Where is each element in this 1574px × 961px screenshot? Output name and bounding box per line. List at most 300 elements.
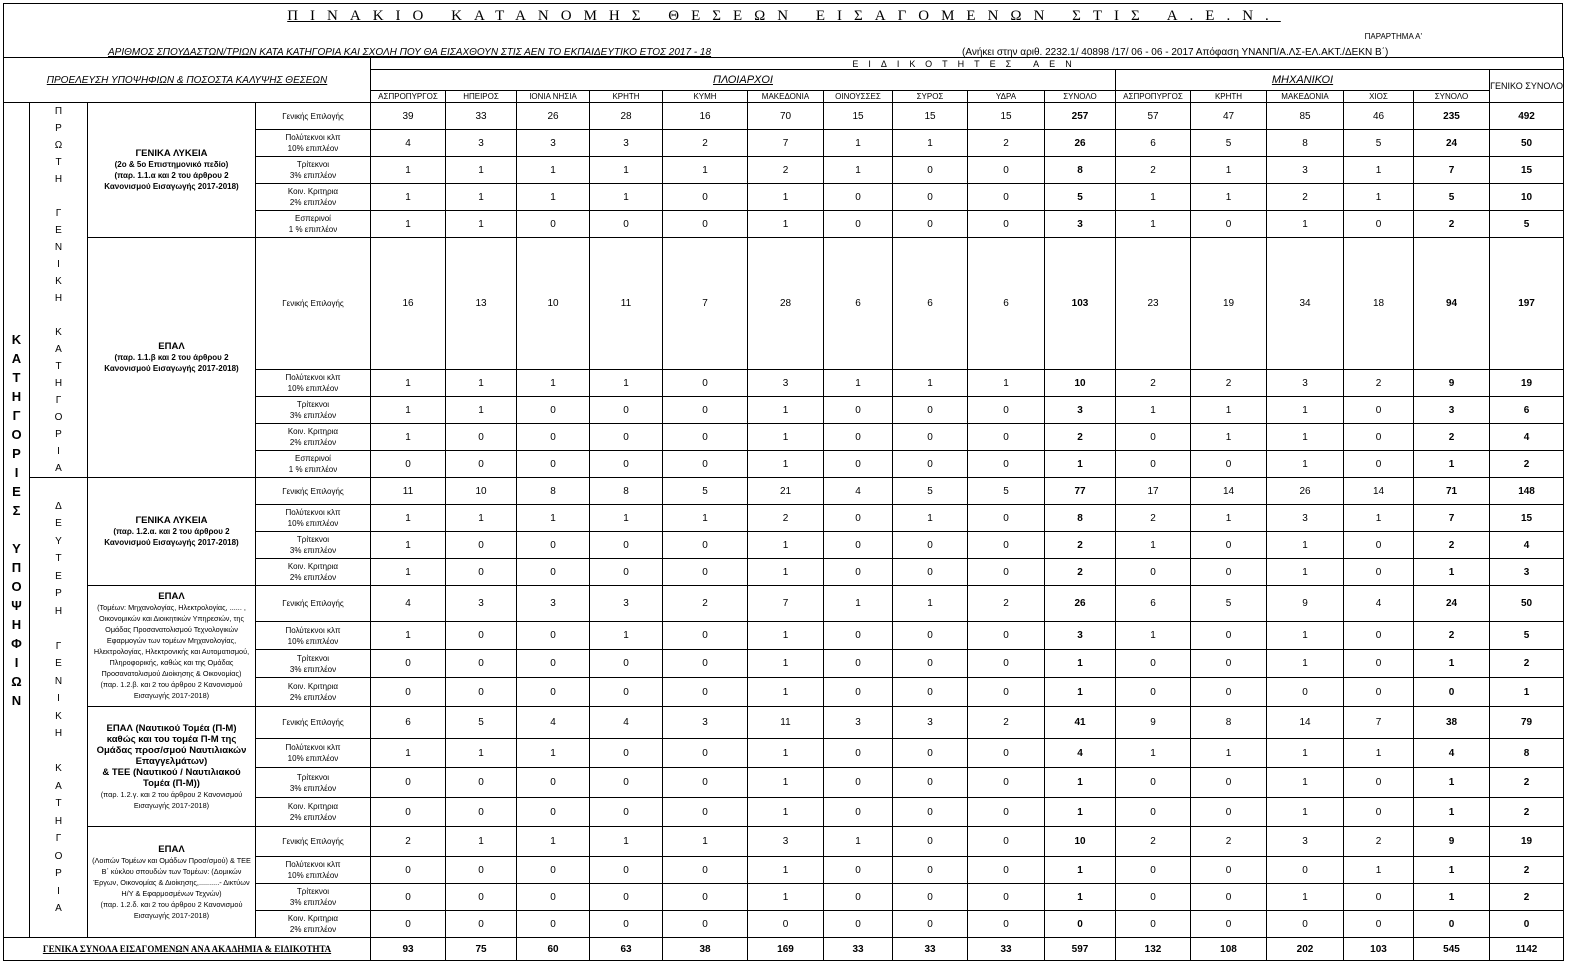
value-cell: 1 — [748, 768, 824, 798]
value-cell: 0 — [1191, 798, 1267, 827]
value-cell: 1 — [590, 184, 663, 211]
quota-label: Τρίτεκνοι 3% επιπλέον — [256, 768, 371, 798]
value-cell: 148 — [1490, 478, 1564, 505]
value-cell: 1 — [1191, 739, 1267, 768]
value-cell: 1 — [1344, 739, 1414, 768]
value-cell: 0 — [590, 884, 663, 911]
quota-label: Κοιν. Κριτηρια 2% επιπλέον — [256, 678, 371, 707]
value-cell: 1 — [748, 678, 824, 707]
value-cell: 19 — [1490, 827, 1564, 857]
value-cell: 1 — [1344, 157, 1414, 184]
specialties-header: ΕΙΔΙΚΟΤΗΤΕΣ ΑΕΝ — [371, 58, 1564, 70]
value-cell: 0 — [663, 798, 748, 827]
value-cell: 1 — [748, 424, 824, 451]
value-cell: 0 — [517, 211, 590, 238]
value-cell: 0 — [1344, 678, 1414, 707]
value-cell: 1 — [590, 622, 663, 650]
value-cell: 1 — [748, 857, 824, 884]
value-cell: 0 — [824, 397, 893, 424]
value-cell: 4 — [371, 586, 446, 622]
quota-label: Γενικής Επιλογής — [256, 103, 371, 130]
value-cell: 2 — [1490, 768, 1564, 798]
total-value-cell: 38 — [663, 938, 748, 961]
second-category-label: Δ Ε Υ Τ Ε Ρ Η Γ Ε Ν Ι Κ Η Κ Α Τ Η Γ Ο Ρ Ι Α — [30, 478, 88, 938]
value-cell: 0 — [663, 768, 748, 798]
document-header — [3, 3, 1563, 57]
value-cell: 3 — [1045, 622, 1116, 650]
quota-label: Κοιν. Κριτηρια 2% επιπλέον — [256, 559, 371, 586]
value-cell: 2 — [1414, 532, 1490, 559]
value-cell: 2 — [968, 586, 1045, 622]
quota-label: Γενικής Επιλογής — [256, 238, 371, 370]
value-cell: 0 — [1116, 857, 1191, 884]
value-cell: 0 — [1045, 911, 1116, 938]
value-cell: 1 — [371, 370, 446, 397]
value-cell: 0 — [1414, 678, 1490, 707]
value-cell: 0 — [824, 857, 893, 884]
quota-label: Κοιν. Κριτηρια 2% επιπλέον — [256, 798, 371, 827]
value-cell: 1 — [1267, 559, 1344, 586]
value-cell: 0 — [517, 532, 590, 559]
value-cell: 0 — [446, 451, 517, 478]
allocation-table — [3, 57, 1564, 961]
value-cell: 3 — [590, 130, 663, 157]
total-value-cell: 132 — [1116, 938, 1191, 961]
value-cell: 103 — [1045, 238, 1116, 370]
value-cell: 0 — [1267, 911, 1344, 938]
value-cell: 0 — [590, 211, 663, 238]
value-cell: 15 — [1490, 157, 1564, 184]
value-cell: 0 — [824, 559, 893, 586]
value-cell: 6 — [1116, 586, 1191, 622]
quota-label: Πολύτεκνοι κλπ 10% επιπλέον — [256, 739, 371, 768]
value-cell: 2 — [1414, 424, 1490, 451]
school-type-cell — [88, 103, 256, 238]
value-cell: 0 — [1344, 532, 1414, 559]
value-cell: 15 — [824, 103, 893, 130]
value-cell: 0 — [446, 678, 517, 707]
total-value-cell: 545 — [1414, 938, 1490, 961]
column-header: ΣΥΝΟΛΟ — [1414, 91, 1490, 103]
value-cell: 0 — [663, 857, 748, 884]
value-cell: 7 — [1414, 157, 1490, 184]
value-cell: 8 — [1045, 157, 1116, 184]
value-cell: 0 — [968, 798, 1045, 827]
value-cell: 39 — [371, 103, 446, 130]
value-cell: 0 — [1344, 424, 1414, 451]
value-cell: 197 — [1490, 238, 1564, 370]
value-cell: 7 — [663, 238, 748, 370]
value-cell: 2 — [1344, 827, 1414, 857]
value-cell: 0 — [663, 911, 748, 938]
value-cell: 1 — [1267, 424, 1344, 451]
value-cell: 8 — [590, 478, 663, 505]
totals-row — [4, 938, 1564, 961]
value-cell: 0 — [517, 650, 590, 678]
value-cell: 1 — [1414, 857, 1490, 884]
value-cell: 79 — [1490, 707, 1564, 739]
value-cell: 0 — [1191, 768, 1267, 798]
total-value-cell: 33 — [968, 938, 1045, 961]
school-description: (παρ. 1.2.γ. και 2 του άρθρου 2 Κανονισμού Εισαγωγής 2017-2018) — [100, 789, 243, 810]
value-cell: 0 — [824, 798, 893, 827]
value-cell: 57 — [1116, 103, 1191, 130]
value-cell: 0 — [517, 622, 590, 650]
value-cell: 5 — [1191, 130, 1267, 157]
value-cell: 2 — [1490, 884, 1564, 911]
value-cell: 4 — [517, 707, 590, 739]
quota-label: Κοιν. Κριτηρια 2% επιπλέον — [256, 184, 371, 211]
grand-total-header: ΓΕΝΙΚΟ ΣΥΝΟΛΟ — [1490, 70, 1564, 103]
value-cell: 1 — [590, 157, 663, 184]
value-cell: 0 — [893, 532, 968, 559]
value-cell: 0 — [1344, 798, 1414, 827]
value-cell: 0 — [446, 911, 517, 938]
value-cell: 1 — [371, 424, 446, 451]
value-cell: 0 — [590, 798, 663, 827]
value-cell: 0 — [1116, 678, 1191, 707]
value-cell: 94 — [1414, 238, 1490, 370]
value-cell: 16 — [663, 103, 748, 130]
value-cell: 1 — [1116, 211, 1191, 238]
quota-label: Πολύτεκνοι κλπ 10% επιπλέον — [256, 370, 371, 397]
value-cell: 38 — [1414, 707, 1490, 739]
value-cell: 1 — [1490, 678, 1564, 707]
value-cell: 1 — [446, 505, 517, 532]
value-cell: 0 — [968, 739, 1045, 768]
value-cell: 0 — [824, 650, 893, 678]
value-cell: 50 — [1490, 130, 1564, 157]
value-cell: 0 — [1344, 650, 1414, 678]
value-cell: 1 — [748, 184, 824, 211]
value-cell: 1 — [748, 211, 824, 238]
value-cell: 1 — [371, 739, 446, 768]
total-value-cell: 1142 — [1490, 938, 1564, 961]
column-header: ΚΥΜΗ — [663, 91, 748, 103]
column-header: ΑΣΠΡΟΠΥΡΓΟΣ — [1116, 91, 1191, 103]
quota-label: Τρίτεκνοι 3% επιπλέον — [256, 532, 371, 559]
value-cell: 3 — [1045, 211, 1116, 238]
value-cell: 14 — [1267, 707, 1344, 739]
value-cell: 1 — [1267, 532, 1344, 559]
value-cell: 0 — [1191, 451, 1267, 478]
school-description: (Λοιπών Τομέων και Ομάδων Προσ/σμού) & ΤΕΕ Β΄ κύκλου σπουδών των Τομέων: (Δομικών Έργων, Οικονομίας & Διοίκησης,..........- Δικτύων Η/Υ & Εφαρμοσμένων Τεχνών) (παρ. 1.2.δ. και 2 του άρθρου 2 Κανονισμού Εισαγωγής 2017-2018) — [92, 855, 251, 920]
quota-label: Πολύτεκνοι κλπ 10% επιπλέον — [256, 622, 371, 650]
value-cell: 0 — [893, 451, 968, 478]
value-cell: 0 — [893, 911, 968, 938]
quota-label: Εσπερινοί 1 % επιπλέον — [256, 211, 371, 238]
value-cell: 9 — [1116, 707, 1191, 739]
value-cell: 0 — [517, 798, 590, 827]
column-header: ΙΟΝΙΑ ΝΗΣΙΑ — [517, 91, 590, 103]
value-cell: 0 — [517, 768, 590, 798]
value-cell: 2 — [1344, 370, 1414, 397]
value-cell: 0 — [371, 857, 446, 884]
value-cell: 2 — [1414, 211, 1490, 238]
value-cell: 0 — [1344, 884, 1414, 911]
value-cell: 8 — [1191, 707, 1267, 739]
column-header: ΑΣΠΡΟΠΥΡΓΟΣ — [371, 91, 446, 103]
value-cell: 0 — [663, 451, 748, 478]
value-cell: 1 — [371, 184, 446, 211]
value-cell: 0 — [1116, 884, 1191, 911]
value-cell: 1 — [1045, 857, 1116, 884]
value-cell: 0 — [446, 559, 517, 586]
value-cell: 0 — [1116, 451, 1191, 478]
value-cell: 1 — [1045, 798, 1116, 827]
value-cell: 0 — [1191, 884, 1267, 911]
value-cell: 50 — [1490, 586, 1564, 622]
value-cell: 0 — [968, 532, 1045, 559]
first-category-label: Π Ρ Ω Τ Η Γ Ε Ν Ι Κ Η Κ Α Τ Η Γ Ο Ρ Ι Α — [30, 103, 88, 478]
value-cell: 0 — [517, 451, 590, 478]
quota-label: Γενικής Επιλογής — [256, 827, 371, 857]
value-cell: 1 — [1414, 798, 1490, 827]
value-cell: 0 — [663, 397, 748, 424]
value-cell: 0 — [371, 678, 446, 707]
value-cell: 85 — [1267, 103, 1344, 130]
value-cell: 5 — [446, 707, 517, 739]
column-header: ΜΑΚΕΔΟΝΙΑ — [1267, 91, 1344, 103]
value-cell: 1 — [1191, 424, 1267, 451]
total-value-cell: 202 — [1267, 938, 1344, 961]
value-cell: 3 — [1045, 397, 1116, 424]
value-cell: 0 — [893, 397, 968, 424]
value-cell: 0 — [590, 857, 663, 884]
value-cell: 4 — [1414, 739, 1490, 768]
value-cell: 0 — [893, 827, 968, 857]
value-cell: 15 — [893, 103, 968, 130]
value-cell: 3 — [1414, 397, 1490, 424]
value-cell: 0 — [893, 157, 968, 184]
value-cell: 0 — [371, 768, 446, 798]
value-cell: 1 — [1045, 451, 1116, 478]
decision-reference: (Ανήκει στην αριθ. 2232.1/ 40898 /17/ 06 - 06 - 2017 Απόφαση ΥΝΑΝΠ/Α.ΛΣ-ΕΛ.ΑΚΤ./ΔΕΚΝ Β΄) — [962, 47, 1389, 58]
value-cell: 1 — [446, 827, 517, 857]
school-name: ΕΠΑΛ (Ναυτικού Τομέα (Π-Μ) καθώς και του τομέα Π-Μ της Ομάδας προσ/σμού Ναυτιλιακών Επαγγελμάτων) & ΤΕΕ (Ναυτικού / Ναυτιλιακού Τομέα (Π-Μ)) — [96, 722, 247, 789]
value-cell: 1 — [517, 827, 590, 857]
value-cell: 24 — [1414, 586, 1490, 622]
value-cell: 5 — [1490, 622, 1564, 650]
value-cell: 2 — [748, 157, 824, 184]
value-cell: 8 — [1490, 739, 1564, 768]
value-cell: 1 — [590, 370, 663, 397]
value-cell: 2 — [1116, 505, 1191, 532]
value-cell: 2 — [1116, 827, 1191, 857]
value-cell: 3 — [446, 586, 517, 622]
total-value-cell: 108 — [1191, 938, 1267, 961]
value-cell: 0 — [968, 505, 1045, 532]
value-cell: 1 — [748, 798, 824, 827]
value-cell: 1 — [748, 397, 824, 424]
column-header: ΣΥΡΟΣ — [893, 91, 968, 103]
total-value-cell: 169 — [748, 938, 824, 961]
value-cell: 2 — [1490, 798, 1564, 827]
value-cell: 0 — [446, 768, 517, 798]
quota-label: Πολύτεκνοι κλπ 10% επιπλέον — [256, 505, 371, 532]
value-cell: 6 — [968, 238, 1045, 370]
value-cell: 0 — [663, 884, 748, 911]
value-cell: 1 — [663, 157, 748, 184]
value-cell: 10 — [1045, 827, 1116, 857]
table-row — [4, 238, 1564, 370]
value-cell: 1 — [748, 650, 824, 678]
column-header: ΚΡΗΤΗ — [1191, 91, 1267, 103]
value-cell: 0 — [1116, 768, 1191, 798]
school-type-cell — [88, 238, 256, 478]
value-cell: 1 — [1045, 884, 1116, 911]
value-cell: 1 — [590, 505, 663, 532]
value-cell: 0 — [446, 622, 517, 650]
value-cell: 26 — [1045, 130, 1116, 157]
table-row — [4, 586, 1564, 622]
value-cell: 0 — [1344, 768, 1414, 798]
value-cell: 0 — [1191, 559, 1267, 586]
value-cell: 4 — [824, 478, 893, 505]
value-cell: 0 — [824, 678, 893, 707]
value-cell: 2 — [371, 827, 446, 857]
value-cell: 1 — [371, 532, 446, 559]
value-cell: 0 — [1344, 559, 1414, 586]
value-cell: 1 — [1191, 505, 1267, 532]
value-cell: 46 — [1344, 103, 1414, 130]
value-cell: 13 — [446, 238, 517, 370]
value-cell: 1 — [446, 211, 517, 238]
value-cell: 26 — [1267, 478, 1344, 505]
value-cell: 0 — [1116, 559, 1191, 586]
school-description: (παρ. 1.2.α. και 2 του άρθρου 2 Κανονισμού Εισαγωγής 2017-2018) — [104, 527, 239, 547]
value-cell: 0 — [824, 211, 893, 238]
value-cell: 0 — [1344, 451, 1414, 478]
quota-label: Πολύτεκνοι κλπ 10% επιπλέον — [256, 857, 371, 884]
value-cell: 1 — [517, 370, 590, 397]
table-row — [4, 103, 1564, 130]
value-cell: 0 — [517, 857, 590, 884]
value-cell: 26 — [1045, 586, 1116, 622]
value-cell: 0 — [968, 650, 1045, 678]
value-cell: 7 — [1414, 505, 1490, 532]
value-cell: 0 — [968, 884, 1045, 911]
value-cell: 0 — [1116, 798, 1191, 827]
value-cell: 1 — [517, 157, 590, 184]
value-cell: 1 — [1267, 397, 1344, 424]
value-cell: 1 — [1267, 650, 1344, 678]
total-value-cell: 75 — [446, 938, 517, 961]
value-cell: 18 — [1344, 238, 1414, 370]
total-value-cell: 60 — [517, 938, 590, 961]
value-cell: 0 — [663, 678, 748, 707]
value-cell: 6 — [824, 238, 893, 370]
value-cell: 4 — [371, 130, 446, 157]
value-cell: 2 — [1045, 424, 1116, 451]
value-cell: 8 — [1267, 130, 1344, 157]
column-header: ΟΙΝΟΥΣΣΕΣ — [824, 91, 893, 103]
quota-label: Εσπερινοί 1 % επιπλέον — [256, 451, 371, 478]
value-cell: 0 — [893, 884, 968, 911]
value-cell: 19 — [1490, 370, 1564, 397]
value-cell: 0 — [1191, 650, 1267, 678]
value-cell: 3 — [1267, 827, 1344, 857]
value-cell: 0 — [590, 911, 663, 938]
document-title: ΠΙΝΑΚΙΟ ΚΑΤΑΝΟΜΗΣ ΘΕΣΕΩΝ ΕΙΣΑΓΟΜΕΝΩΝ ΣΤΙΣ Α.Ε.Ν. — [287, 8, 1281, 24]
value-cell: 1 — [371, 505, 446, 532]
value-cell: 5 — [893, 478, 968, 505]
value-cell: 2 — [1414, 622, 1490, 650]
value-cell: 23 — [1116, 238, 1191, 370]
total-value-cell: 33 — [893, 938, 968, 961]
value-cell: 0 — [968, 622, 1045, 650]
engineers-group-header: ΜΗΧΑΝΙΚΟΙ — [1116, 70, 1490, 91]
value-cell: 11 — [590, 238, 663, 370]
value-cell: 7 — [748, 586, 824, 622]
value-cell: 1 — [517, 184, 590, 211]
value-cell: 0 — [371, 798, 446, 827]
value-cell: 0 — [1344, 622, 1414, 650]
quota-label: Γενικής Επιλογής — [256, 707, 371, 739]
value-cell: 0 — [1344, 911, 1414, 938]
value-cell: 0 — [824, 768, 893, 798]
value-cell: 1 — [824, 370, 893, 397]
value-cell: 0 — [1344, 211, 1414, 238]
value-cell: 0 — [590, 678, 663, 707]
value-cell: 0 — [824, 739, 893, 768]
value-cell: 0 — [517, 884, 590, 911]
value-cell: 0 — [517, 559, 590, 586]
value-cell: 0 — [1191, 678, 1267, 707]
value-cell: 1 — [1414, 559, 1490, 586]
value-cell: 0 — [663, 370, 748, 397]
value-cell: 0 — [824, 532, 893, 559]
value-cell: 9 — [1267, 586, 1344, 622]
school-type-cell — [88, 827, 256, 938]
value-cell: 0 — [893, 424, 968, 451]
value-cell: 3 — [1490, 559, 1564, 586]
value-cell: 17 — [1116, 478, 1191, 505]
value-cell: 1 — [893, 505, 968, 532]
value-cell: 0 — [824, 911, 893, 938]
value-cell: 15 — [968, 103, 1045, 130]
value-cell: 2 — [1045, 532, 1116, 559]
value-cell: 0 — [663, 424, 748, 451]
value-cell: 0 — [968, 559, 1045, 586]
value-cell: 1 — [1116, 739, 1191, 768]
quota-label: Κοιν. Κριτηρια 2% επιπλέον — [256, 424, 371, 451]
value-cell: 0 — [824, 505, 893, 532]
value-cell: 3 — [893, 707, 968, 739]
value-cell: 10 — [446, 478, 517, 505]
value-cell: 1 — [371, 622, 446, 650]
school-description: (παρ. 1.1.β και 2 του άρθρου 2 Κανονισμού Εισαγωγής 2017-2018) — [104, 353, 239, 373]
school-description: (2ο & 5ο Επιστημονικό πεδίο) (παρ. 1.1.α και 2 του άρθρου 2 Κανονισμού Εισαγωγής 2017-2018) — [104, 160, 239, 191]
value-cell: 1 — [968, 370, 1045, 397]
value-cell: 10 — [517, 238, 590, 370]
value-cell: 1 — [1045, 678, 1116, 707]
value-cell: 33 — [446, 103, 517, 130]
value-cell: 0 — [1191, 857, 1267, 884]
value-cell: 2 — [1191, 827, 1267, 857]
value-cell: 6 — [1116, 130, 1191, 157]
value-cell: 1 — [446, 370, 517, 397]
value-cell: 0 — [517, 424, 590, 451]
value-cell: 0 — [590, 768, 663, 798]
value-cell: 0 — [824, 884, 893, 911]
value-cell: 0 — [371, 650, 446, 678]
value-cell: 1 — [1267, 768, 1344, 798]
value-cell: 5 — [663, 478, 748, 505]
value-cell: 11 — [748, 707, 824, 739]
value-cell: 0 — [371, 884, 446, 911]
value-cell: 0 — [663, 559, 748, 586]
